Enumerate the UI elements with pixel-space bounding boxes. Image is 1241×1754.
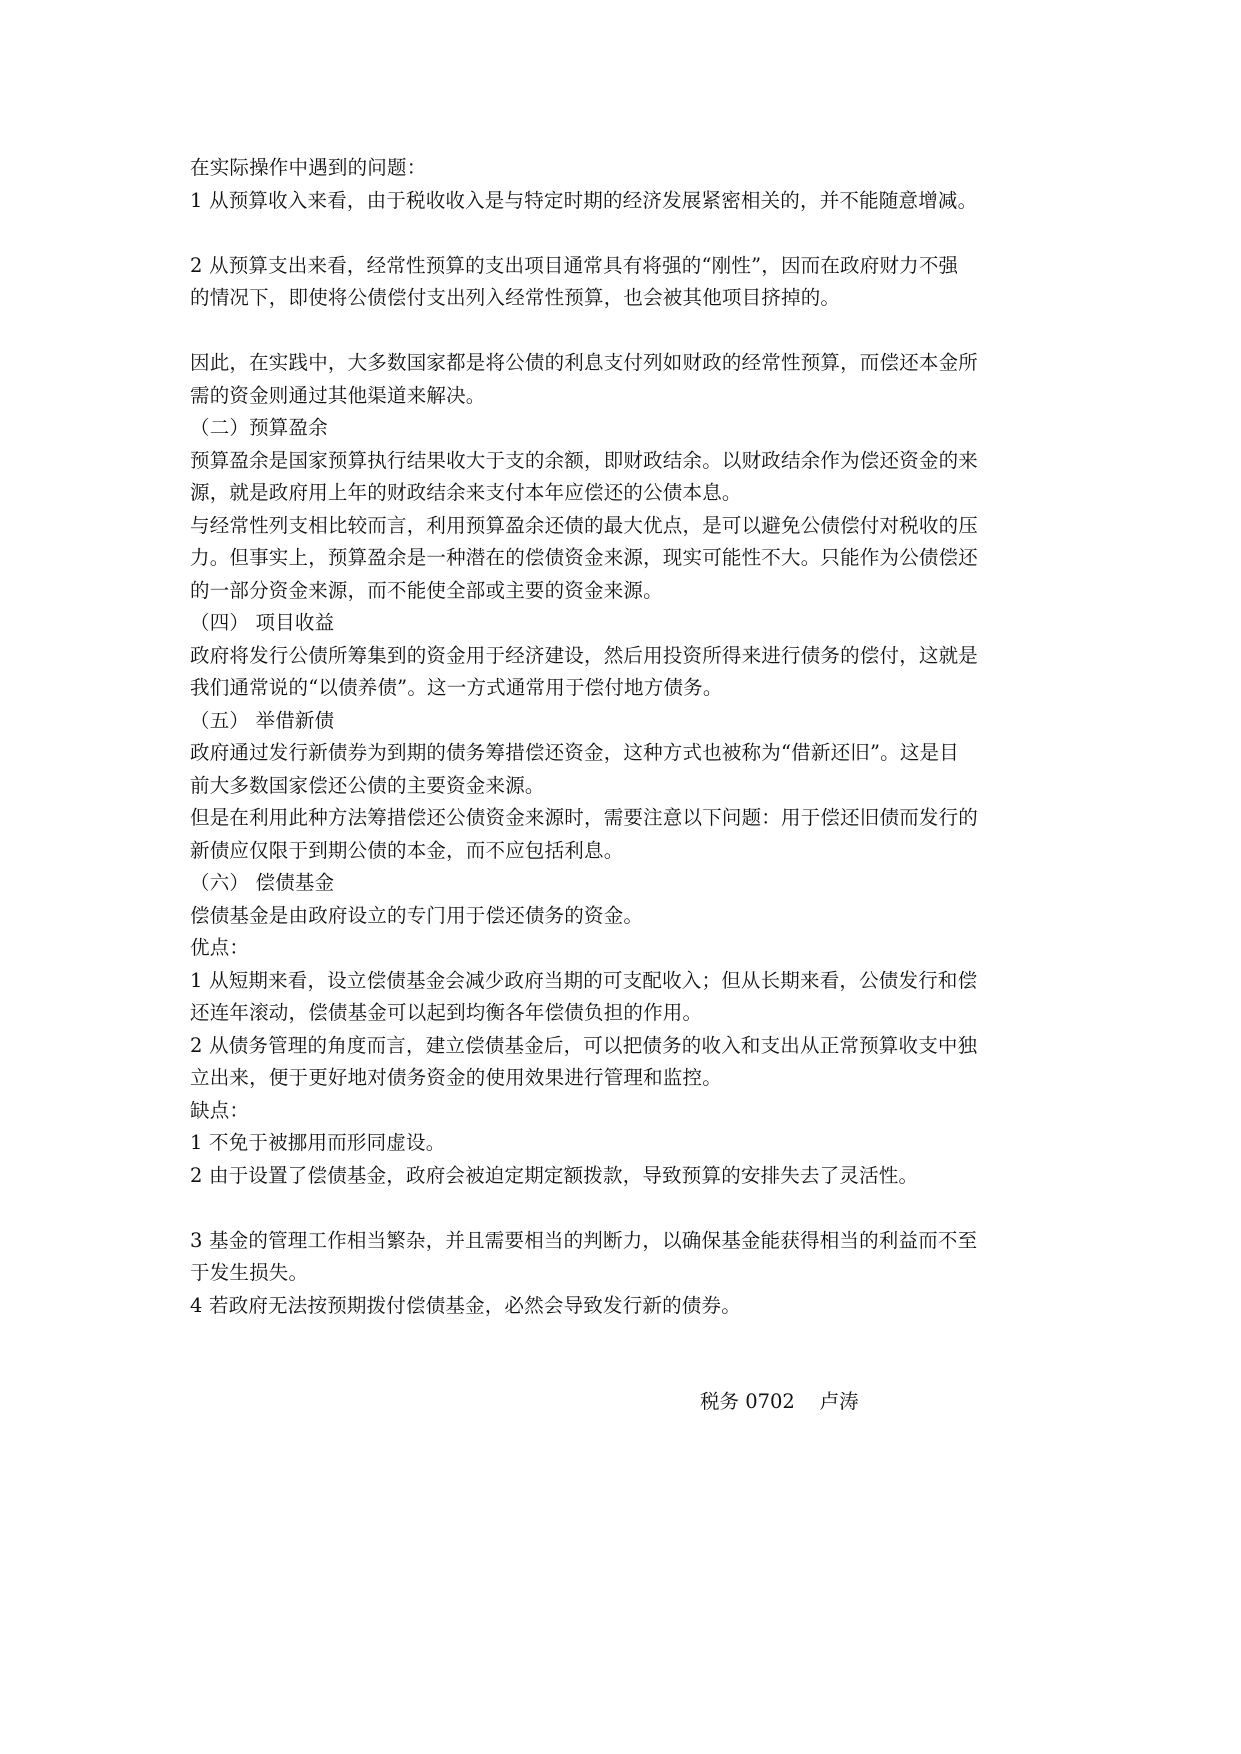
text-line: 1 从短期来看，设立偿债基金会减少政府当期的可支配收入；但从长期来看，公债发行和偿 xyxy=(190,968,978,992)
text-line: 政府将发行公债所筹集到的资金用于经济建设，然后用投资所得来进行债务的偿付，这就是 xyxy=(190,643,979,667)
document-body xyxy=(190,152,1060,1322)
text-line: 但是在利用此种方法筹措偿还公债资金来源时，需要注意以下问题：用于偿还旧债而发行的 xyxy=(190,806,979,829)
text-line: 2 从预算支出来看，经常性预算的支出项目通常具有将强的“刚性”，因而在政府财力不强 xyxy=(190,253,959,277)
text-line: 在实际操作中遇到的问题： xyxy=(190,156,427,179)
text-line: 缺点： xyxy=(190,1098,250,1122)
section-heading: （二）预算盈余 xyxy=(190,416,328,439)
text-line: 1 从预算收入来看，由于税收收入是与特定时期的经济发展紧密相关的，并不能随意增减。 xyxy=(190,188,978,212)
text-line: 偿债基金是由政府设立的专门用于偿还债务的资金。 xyxy=(190,903,644,927)
blank-line xyxy=(190,217,1060,250)
text-line: 政府通过发行新债券为到期的债务筹措偿还资金，这种方式也被称为“借新还旧”。这是目 xyxy=(190,741,959,764)
text-line: 因此，在实践中，大多数国家都是将公债的利息支付列如财政的经常性预算，而偿还本金所 xyxy=(190,351,979,374)
text-line: 我们通常说的“以债养债”。这一方式通常用于偿付地方债务。 xyxy=(190,676,723,699)
text-line: 力。但事实上，预算盈余是一种潜在的偿债资金来源，现实可能性不大。只能作为公债偿还 xyxy=(190,546,979,569)
text-line: 3 基金的管理工作相当繁杂，并且需要相当的判断力，以确保基金能获得相当的利益而不至 xyxy=(190,1228,978,1252)
text-line: 预算盈余是国家预算执行结果收大于支的余额，即财政结余。以财政结余作为偿还资金的来 xyxy=(190,448,979,472)
text-line: 与经常性列支相比较而言，利用预算盈余还债的最大优点，是可以避免公债偿付对税收的压 xyxy=(190,513,979,537)
text-line: 4 若政府无法按预期拨付偿债基金，必然会导致发行新的债券。 xyxy=(190,1293,741,1317)
blank-line xyxy=(190,1192,1060,1225)
text-line: 前大多数国家偿还公债的主要资金来源。 xyxy=(190,773,545,797)
text-line: 源，就是政府用上年的财政结余来支付本年应偿还的公债本息。 xyxy=(190,481,742,504)
blank-line xyxy=(190,315,1060,348)
text-line: 优点： xyxy=(190,936,250,959)
text-line: 的一部分资金来源，而不能使全部或主要的资金来源。 xyxy=(190,578,663,602)
text-line: 新债应仅限于到期公债的本金，而不应包括利息。 xyxy=(190,838,624,862)
section-heading: （五） 举借新债 xyxy=(190,708,335,732)
text-line: 需的资金则通过其他渠道来解决。 xyxy=(190,383,486,407)
section-heading: （六） 偿债基金 xyxy=(190,871,335,894)
author-signature: 税务 0702 卢涛 xyxy=(700,1390,859,1413)
text-line: 还连年滚动，偿债基金可以起到均衡各年偿债负担的作用。 xyxy=(190,1001,703,1024)
section-heading: （四） 项目收益 xyxy=(190,611,335,634)
text-line: 立出来，便于更好地对债务资金的使用效果进行管理和监控。 xyxy=(190,1066,722,1089)
text-line: 2 由于设置了偿债基金，政府会被迫定期定额拨款，导致预算的安排失去了灵活性。 xyxy=(190,1163,919,1187)
text-line: 1 不免于被挪用而形同虚设。 xyxy=(190,1131,446,1154)
text-line: 2 从债务管理的角度而言，建立偿债基金后，可以把债务的收入和支出从正常预算收支中独 xyxy=(190,1033,978,1057)
text-line: 的情况下，即使将公债偿付支出列入经常性预算，也会被其他项目挤掉的。 xyxy=(190,286,841,309)
text-line: 于发生损失。 xyxy=(190,1261,309,1284)
